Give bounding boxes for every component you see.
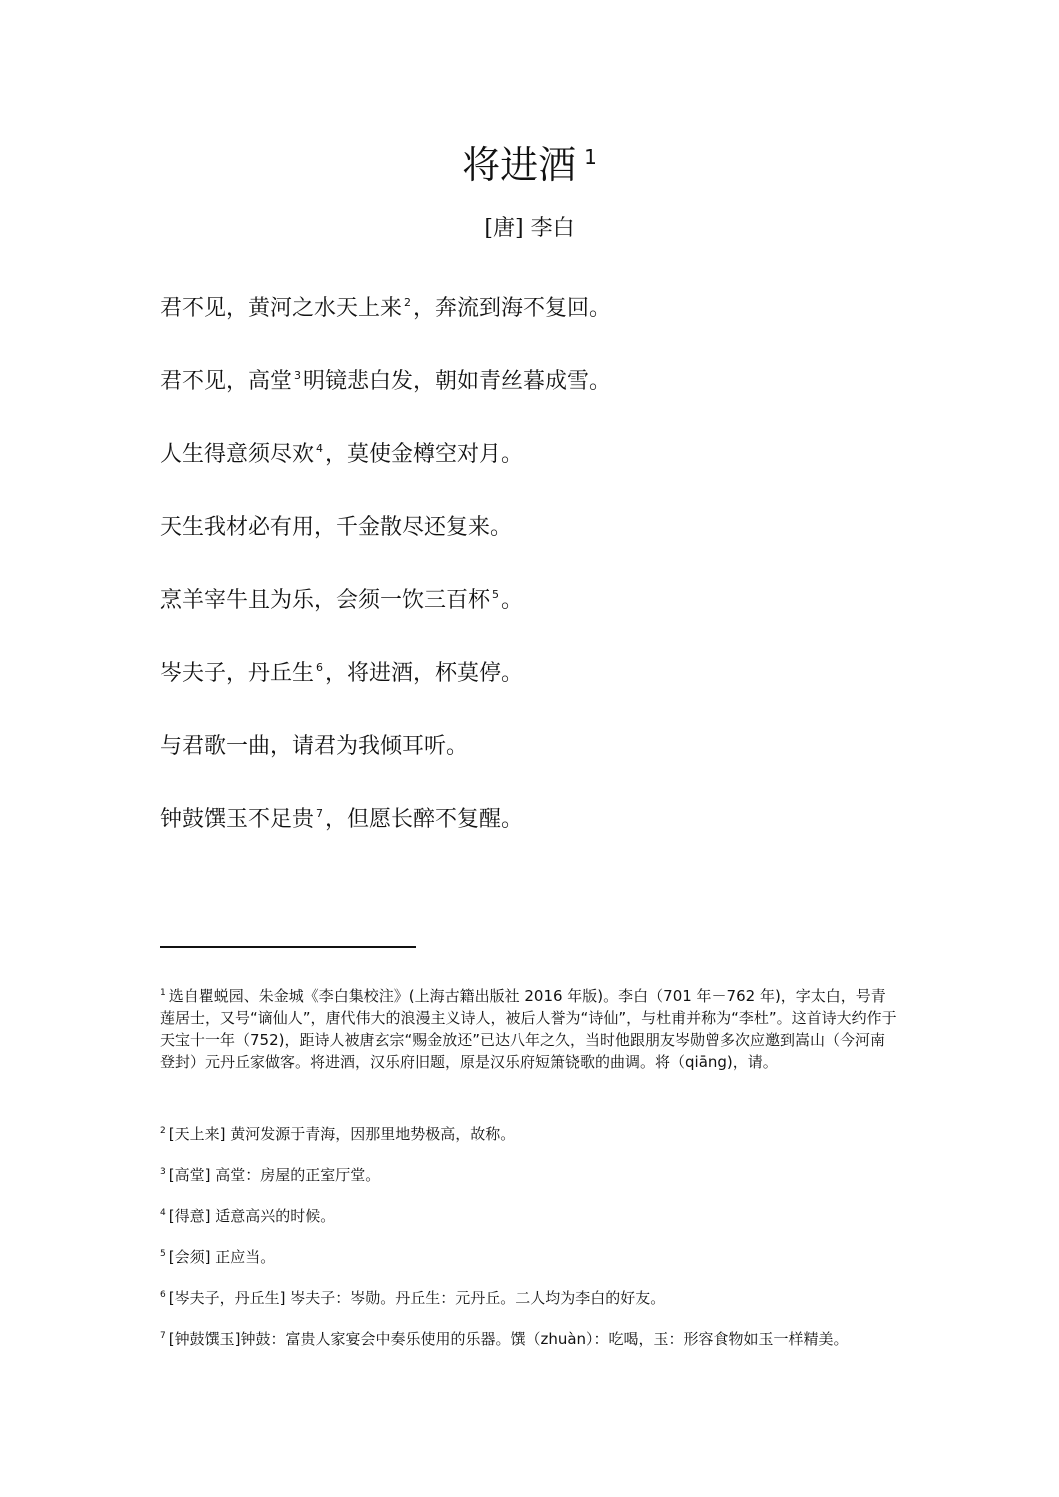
- footnote: [160, 1243, 900, 1268]
- footnote-text: [钟鼓馔玉]钟鼓：富贵人家宴会中奏乐使用的乐器。馔（zhuàn）：吃喝，玉：形容食物如玉一样精美。: [168, 1330, 849, 1348]
- footnote-ref: 5: [492, 588, 500, 601]
- poem-line: 君不见，高堂 $^3$明镜悲白发，朝如青丝暮成雪。: [160, 369, 612, 394]
- footnote-number: 1: [160, 988, 166, 998]
- poem-author: [唐] 李白: [484, 216, 575, 241]
- footnote-number: 2: [160, 1126, 166, 1136]
- footnote-ref: 2: [404, 296, 412, 309]
- footnote-ref: 6: [316, 661, 324, 674]
- footnote-number: 3: [160, 1167, 166, 1177]
- poem-title-text: 将进酒: [462, 143, 577, 187]
- footnote-number: 7: [160, 1331, 166, 1341]
- footnote-ref: 3: [294, 369, 302, 382]
- poem-line: 天生我材必有用，千金散尽还复来。: [160, 515, 513, 540]
- footnote-ref: 7: [316, 807, 324, 820]
- footnote-text: [高堂] 高堂：房屋的正室厅堂。: [168, 1166, 381, 1184]
- footnote-text: [得意] 适意高兴的时候。: [168, 1207, 336, 1225]
- footnote: [160, 1325, 900, 1350]
- footnote-text: [会须] 正应当。: [168, 1248, 276, 1266]
- poem-line: 烹羊宰牛且为乐，会须一饮三百杯 $^5$。: [160, 588, 524, 613]
- footnote-text: [天上来] 黄河发源于青海，因那里地势极高，故称。: [168, 1125, 516, 1143]
- footnote-ref: 1: [584, 145, 597, 169]
- poem-line: 与君歌一曲，请君为我倾耳听。: [160, 734, 469, 759]
- footnote: [160, 982, 900, 1073]
- footnote: [160, 1120, 900, 1145]
- footnote-number: 6: [160, 1290, 166, 1300]
- footnote: [160, 1202, 900, 1227]
- footnote: [160, 1284, 900, 1309]
- poem-line: 岑夫子，丹丘生 $^6$，将进酒，杯莫停。: [160, 661, 524, 686]
- footnote-separator: [160, 946, 416, 948]
- footnote-text: [岑夫子，丹丘生] 岑夫子：岑勋。丹丘生：元丹丘。二人均为李白的好友。: [168, 1289, 666, 1307]
- poem-line: 钟鼓馔玉不足贵 $^7$，但愿长醉不复醒。: [160, 807, 524, 832]
- footnote-text: 选自瞿蜕园、朱金城《李白集校注》(上海古籍出版社 2016 年版)。李白（701 年－762 年)，字太白，号青莲居士，又号“谪仙人”，唐代伟大的浪漫主义诗人，被后人誉为“诗仙”，与杜甫并称为“李杜”。这首诗大约作于天宝十一年（752)，距诗人被唐玄宗“赐金放还”已达八年之久，当时他跟朋友岑勋曾多次应邀到嵩山（今河南登封）元丹丘家做客。将进酒，汉乐府旧题，原是汉乐府短箫铙歌的曲调。将（qiāng)，请。: [160, 987, 897, 1071]
- poem-title: [0, 128, 1059, 194]
- footnote: [160, 1161, 900, 1186]
- footnote-number: 4: [160, 1208, 166, 1218]
- footnote-number: 5: [160, 1249, 166, 1259]
- footnote-ref: 4: [316, 442, 324, 455]
- poem-line: 人生得意须尽欢 $^4$，莫使金樽空对月。: [160, 442, 524, 467]
- poem-line: 君不见，黄河之水天上来 $^2$，奔流到海不复回。: [160, 296, 612, 321]
